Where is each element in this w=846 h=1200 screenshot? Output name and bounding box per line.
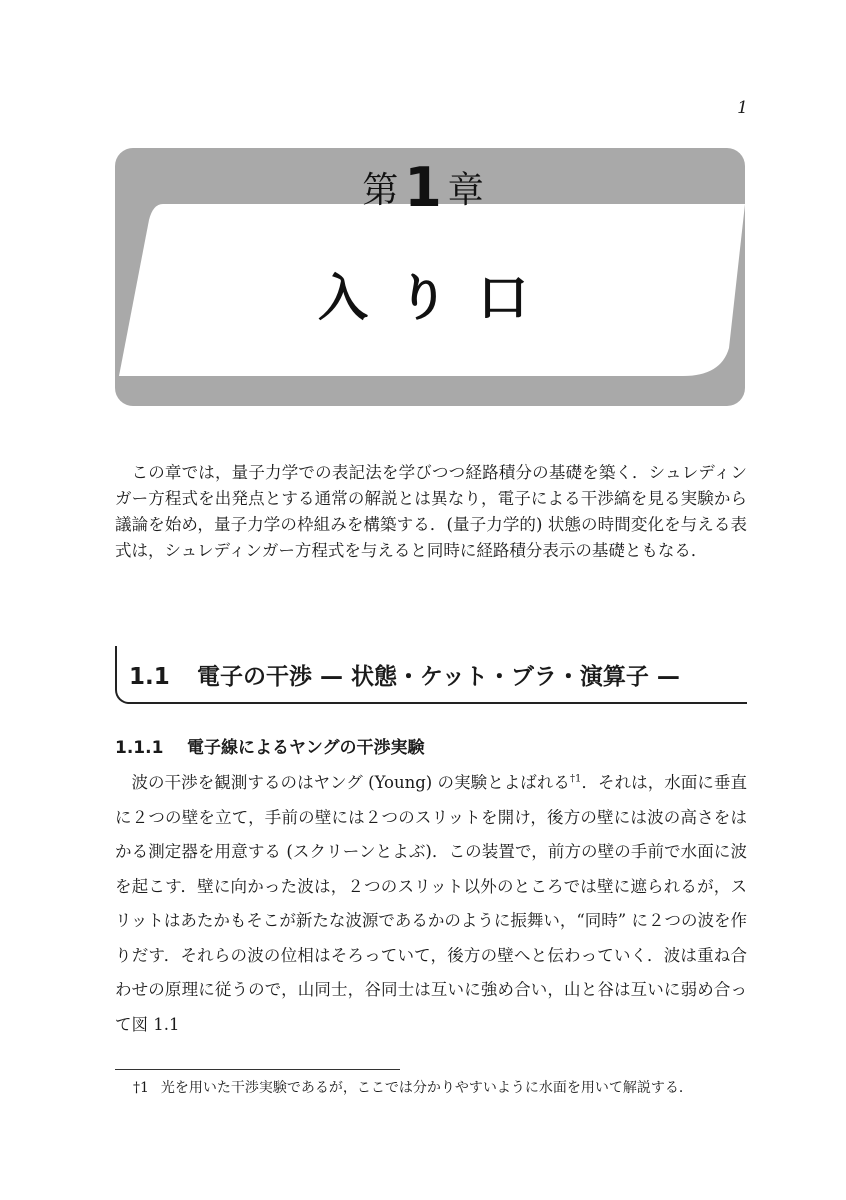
page-number: 1 bbox=[737, 98, 748, 118]
subsection-heading bbox=[115, 733, 425, 758]
body-paragraph bbox=[115, 766, 747, 1042]
chapter-intro: この章では，量子力学での表記法を学びつつ経路積分の基礎を築く．シュレディンガー方程式を出発点とする通常の解説とは異なり，電子による干渉縞を見る実験から議論を始め，量子力学の枠組みを構築する．(量子力学的) 状態の時間変化を与える表式は，シュレディンガー方程式を与えると同時に経路積分表示の基礎ともなる． bbox=[115, 463, 747, 560]
footnote-label: †1 bbox=[133, 1080, 149, 1096]
section-number: 1.1 bbox=[129, 664, 170, 690]
section-heading bbox=[115, 646, 747, 704]
footnote-reference[interactable]: †1 bbox=[569, 773, 582, 785]
footnote-text: 光を用いた干渉実験であるが，ここでは分かりやすいように水面を用いて解説する． bbox=[160, 1080, 693, 1096]
chapter-prefix: 第 bbox=[362, 170, 399, 211]
chapter-number: 1 bbox=[404, 156, 442, 219]
section-title: 電子の干渉 — 状態・ケット・ブラ・演算子 — bbox=[197, 664, 680, 690]
footnote-divider bbox=[115, 1069, 400, 1070]
subsection-number: 1.1.1 bbox=[115, 738, 164, 758]
body-text-rest: ．それは，水面に垂直に２つの壁を立て，手前の壁には２つのスリットを開け，後方の壁には波の高さをはかる測定器を用意する (スクリーンとよぶ)．この装置で，前方の壁の手前で水面に波を起こす．壁に向かった波は，２つのスリット以外のところでは壁に遮られるが，スリットはあたかもそこが新たな波源であるかのように振舞い，“同時” に２つの波を作りだす．それらの波の位相はそろっていて，後方の壁へと伝わっていく．波は重ね合わせの原理に従うので，山同士，谷同士は互いに強め合い，山と谷は互いに弱め合って図 1.1 bbox=[115, 773, 747, 1034]
subsection-title: 電子線によるヤングの干渉実験 bbox=[187, 738, 425, 758]
chapter-label bbox=[0, 156, 846, 219]
chapter-title: 入り口 bbox=[318, 268, 558, 327]
chapter-suffix: 章 bbox=[447, 170, 484, 211]
body-text-start: 波の干渉を観測するのはヤング (Young) の実験とよばれる bbox=[131, 773, 570, 792]
footnote bbox=[133, 1077, 693, 1097]
